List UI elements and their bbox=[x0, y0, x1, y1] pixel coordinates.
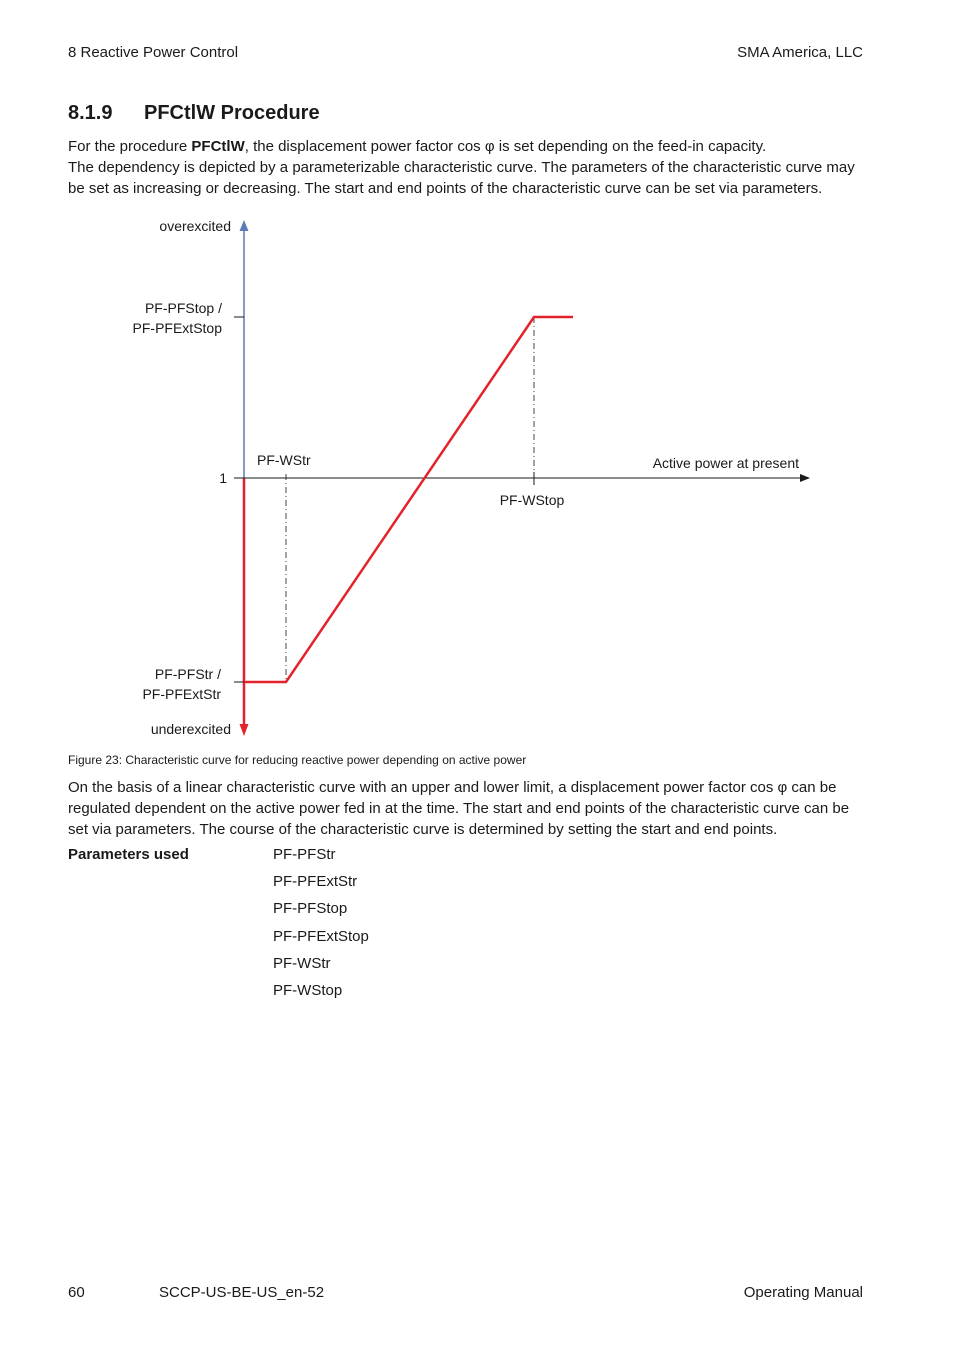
intro-text-before: For the procedure bbox=[68, 138, 192, 155]
running-header-company: SMA America, LLC bbox=[737, 44, 863, 61]
body-paragraph: On the basis of a linear characteristic curve with an upper and lower limit, a displacement power factor cos φ can be regulated dependent on the active power fed in at the time. The start and end points of the characteristic curve can be set via parameters. The course of the characteristic curve is determined by setting the start and end points. bbox=[68, 779, 850, 838]
x-stop-label: PF-WStop bbox=[499, 492, 565, 508]
y-axis-down-arrowhead bbox=[240, 724, 249, 736]
y-upper-label-line2: PF-PFExtStop bbox=[132, 320, 222, 336]
parameters-label: Parameters used bbox=[68, 846, 189, 863]
parameter-item: PF-PFExtStop bbox=[273, 927, 369, 945]
y-upper-label-line1: PF-PFStop / bbox=[144, 300, 222, 316]
figure-caption: Figure 23: Characteristic curve for reducing reactive power depending on active power bbox=[68, 753, 527, 767]
x-start-label: PF-WStr bbox=[257, 452, 311, 468]
parameter-item: PF-WStr bbox=[273, 954, 331, 972]
intro-paragraph-2: The dependency is depicted by a parameterizable characteristic curve. The parameters of the characteristic curve may be set as increasing or decreasing. The start and end points of the characteristic curve can be set via parameters. bbox=[68, 159, 855, 197]
section-number: 8.1.9 bbox=[68, 102, 113, 124]
procedure-name: PFCtlW bbox=[191, 138, 245, 155]
document-id: SCCP-US-BE-US_en-52 bbox=[159, 1284, 325, 1301]
x-axis-arrowhead bbox=[800, 474, 810, 482]
running-header-chapter: 8 Reactive Power Control bbox=[68, 44, 239, 61]
parameter-item: PF-PFExtStr bbox=[273, 873, 358, 891]
y-top-label: overexcited bbox=[159, 218, 231, 234]
parameter-item: PF-WStop bbox=[273, 981, 343, 999]
y-one-label: 1 bbox=[219, 470, 227, 486]
y-axis-up-arrowhead bbox=[240, 220, 249, 231]
y-lower-label-line1: PF-PFStr / bbox=[154, 666, 221, 682]
x-axis-label: Active power at present bbox=[652, 455, 799, 471]
document-type: Operating Manual bbox=[743, 1284, 863, 1301]
parameter-item: PF-PFStop bbox=[273, 900, 348, 918]
parameters-list bbox=[273, 846, 369, 1009]
parameter-item: PF-PFStr bbox=[273, 846, 336, 863]
intro-text-after: , the displacement power factor cos φ is set depending on the feed-in capacity. bbox=[244, 138, 767, 155]
y-bottom-label: underexcited bbox=[150, 721, 231, 737]
y-lower-label-line2: PF-PFExtStr bbox=[142, 686, 221, 702]
section-title: PFCtlW Procedure bbox=[144, 102, 320, 124]
page-number: 60 bbox=[68, 1284, 85, 1301]
